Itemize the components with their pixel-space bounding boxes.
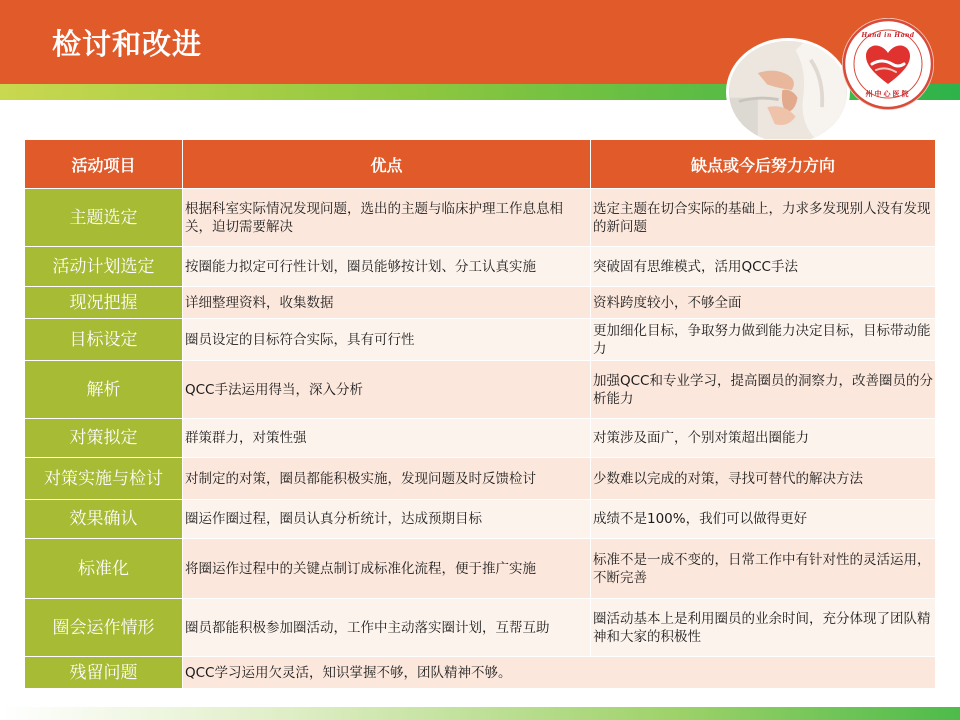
table-row — [25, 287, 936, 319]
nurse-hands-photo — [726, 38, 850, 146]
row-item: 效果确认 — [25, 500, 183, 539]
row-cons: 选定主题在切合实际的基础上，力求多发现别人没有发现的新问题 — [591, 189, 936, 247]
row-pros: 将圈运作过程中的关键点制订成标准化流程，便于推广实施 — [183, 539, 591, 599]
review-table-container — [24, 139, 935, 689]
footer-stripe — [0, 707, 960, 720]
row-cons: 资料跨度较小，不够全面 — [591, 287, 936, 319]
row-cons: 加强QCC和专业学习，提高圈员的洞察力，改善圈员的分析能力 — [591, 361, 936, 419]
header-pros: 优点 — [183, 140, 591, 189]
row-item: 对策实施与检讨 — [25, 458, 183, 500]
row-item: 圈会运作情形 — [25, 599, 183, 657]
row-item: 活动计划选定 — [25, 247, 183, 287]
header-cons: 缺点或今后努力方向 — [591, 140, 936, 189]
logo-top-text: Hand in Hand — [861, 32, 915, 39]
row-cons: 少数难以完成的对策，寻找可替代的解决方法 — [591, 458, 936, 500]
row-pros: 对制定的对策，圈员都能积极实施，发现问题及时反馈检讨 — [183, 458, 591, 500]
table-row — [25, 419, 936, 458]
row-item: 解析 — [25, 361, 183, 419]
table-row — [25, 599, 936, 657]
row-cons: 更加细化目标，争取努力做到能力决定目标，目标带动能力 — [591, 319, 936, 361]
row-item: 目标设定 — [25, 319, 183, 361]
table-row — [25, 361, 936, 419]
row-item: 主题选定 — [25, 189, 183, 247]
table-row — [25, 458, 936, 500]
nurse-hands-icon — [729, 41, 847, 143]
table-header-row — [25, 140, 936, 189]
review-table — [24, 139, 936, 689]
row-cons: 成绩不是100%，我们可以做得更好 — [591, 500, 936, 539]
table-row — [25, 247, 936, 287]
row-item: 现况把握 — [25, 287, 183, 319]
row-pros: 圈员都能积极参加圈活动，工作中主动落实圈计划，互帮互助 — [183, 599, 591, 657]
row-remark: QCC学习运用欠灵活，知识掌握不够，团队精神不够。 — [183, 657, 936, 689]
row-pros: QCC手法运用得当，深入分析 — [183, 361, 591, 419]
table-row — [25, 539, 936, 599]
row-pros: 群策群力，对策性强 — [183, 419, 591, 458]
row-pros: 详细整理资料，收集数据 — [183, 287, 591, 319]
logo-bottom-text: 州中心医院 — [865, 89, 911, 98]
row-pros: 根据科室实际情况发现问题，选出的主题与临床护理工作息息相关，迫切需要解决 — [183, 189, 591, 247]
table-row — [25, 319, 936, 361]
table-row — [25, 500, 936, 539]
row-cons: 标准不是一成不变的，日常工作中有针对性的灵活运用，不断完善 — [591, 539, 936, 599]
row-pros: 按圈能力拟定可行性计划，圈员能够按计划、分工认真实施 — [183, 247, 591, 287]
row-item: 标准化 — [25, 539, 183, 599]
row-cons: 对策涉及面广，个别对策超出圈能力 — [591, 419, 936, 458]
row-item: 残留问题 — [25, 657, 183, 689]
row-pros: 圈运作圈过程，圈员认真分析统计，达成预期目标 — [183, 500, 591, 539]
page-title: 检讨和改进 — [52, 27, 203, 61]
hospital-logo — [842, 18, 934, 110]
row-cons: 突破固有思维模式，活用QCC手法 — [591, 247, 936, 287]
table-row — [25, 657, 936, 689]
row-cons: 圈活动基本上是利用圈员的业余时间，充分体现了团队精神和大家的积极性 — [591, 599, 936, 657]
header-activity: 活动项目 — [25, 140, 183, 189]
row-pros: 圈员设定的目标符合实际，具有可行性 — [183, 319, 591, 361]
table-row — [25, 189, 936, 247]
row-item: 对策拟定 — [25, 419, 183, 458]
